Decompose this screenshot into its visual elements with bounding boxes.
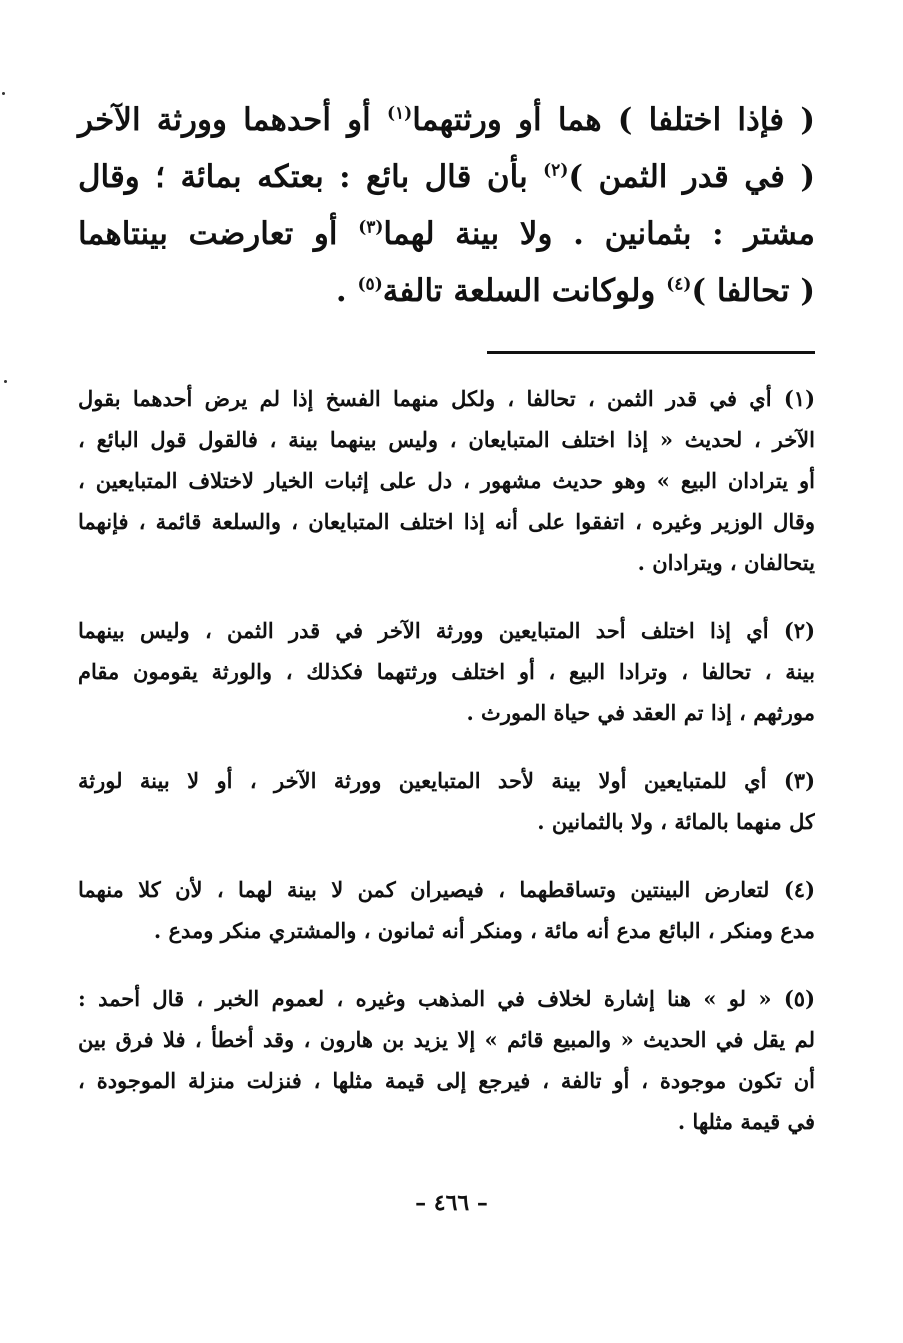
footnote-line: (٢) أي إذا اختلف أحد المتبايعين وورثة الآخر في قدر الثمن ، وليس بينهما (78, 618, 815, 643)
footnote-line: أو يترادان البيع » وهو حديث مشهور ، دل على إثبات الخيار لاختلاف المتبايعين ، (78, 468, 815, 493)
footnote-line: أن تكون موجودة ، أو تالفة ، فيرجع إلى قيمة مثلها ، فنزلت منزلة الموجودة ، (78, 1068, 815, 1093)
footnote-line: لم يقل في الحديث « والمبيع قائم » إلا يزيد بن هارون ، وقد أخطأ ، فلا فرق بين (78, 1027, 815, 1052)
footnote-line: في قيمة مثلها . (677, 1109, 815, 1134)
footnote-line: (٥) « لو » هنا إشارة لخلاف في المذهب وغيره ، لعموم الخبر ، قال أحمد : (78, 986, 815, 1011)
footnote-line: الآخر ، لحديث « إذا اختلف المتبايعان ، وليس بينهما بينة ، فالقول قول البائع ، (78, 427, 815, 452)
scan-speck (2, 92, 5, 95)
footnote-line: (٣) أي للمتبايعين أولا بينة لأحد المتبايعين وورثة الآخر ، أو لا بينة لورثة (78, 768, 815, 793)
main-line: ( في قدر الثمن )$^{(٢)}$ بأن قال بائع : بعتكه بمائة ؛ وقال (78, 159, 815, 195)
footnote-line: وقال الوزير وغيره ، اتفقوا على أنه إذا اختلف المتبايعان ، والسلعة قائمة ، فإنهما (78, 509, 815, 534)
footnote-2 (78, 610, 815, 733)
footnote-marker[interactable]: (٤) (666, 274, 692, 295)
footnotes (78, 378, 815, 1169)
footnote-1 (78, 378, 815, 583)
footnote-line: مورثهم ، إذا تم العقد في حياة المورث . (466, 700, 815, 725)
scan-speck (4, 380, 7, 383)
footnote-3 (78, 760, 815, 842)
footnote-marker[interactable]: (٥) (357, 274, 383, 295)
main-line: ( فإذا اختلفا ) هما أو ورثتهما$^{(١)}$ أو أحدهما وورثة الآخر (78, 102, 816, 138)
footnote-divider (487, 351, 815, 354)
footnote-marker[interactable]: (١) (386, 103, 413, 124)
footnote-line: مدع ومنكر ، البائع مدع أنه مائة ، ومنكر أنه ثمانون ، والمشتري منكر ومدع . (153, 918, 815, 943)
footnote-line: بينة ، تحالفا ، وترادا البيع ، أو اختلف ورثتهما فكذلك ، والورثة يقومون مقام (78, 659, 815, 684)
footnote-line: (١) أي في قدر الثمن ، تحالفا ، ولكل منهما الفسخ إذا لم يرض أحدهما بقول (78, 386, 815, 411)
footnote-line: كل منهما بالمائة ، ولا بالثمانين . (537, 809, 815, 834)
footnote-4 (78, 869, 815, 951)
main-line: ( تحالفا )$^{(٤)}$ ولوكانت السلعة تالفة$^{(٥)}$ . (335, 273, 815, 309)
footnote-line: يتحالفان ، ويترادان . (637, 550, 815, 575)
footnote-5 (78, 978, 815, 1142)
footnote-marker[interactable]: (٢) (543, 160, 569, 181)
footnote-line: (٤) لتعارض البينتين وتساقطهما ، فيصيران كمن لا بينة لهما ، لأن كلا منهما (78, 877, 815, 902)
main-line: مشتر : بثمانين . ولا بينة لهما$^{(٣)}$ أو تعارضت بينتاهما (78, 216, 815, 252)
page-number: – ٤٦٦ – (415, 1190, 488, 1216)
footnote-marker[interactable]: (٣) (358, 217, 384, 238)
main-text (78, 92, 815, 320)
